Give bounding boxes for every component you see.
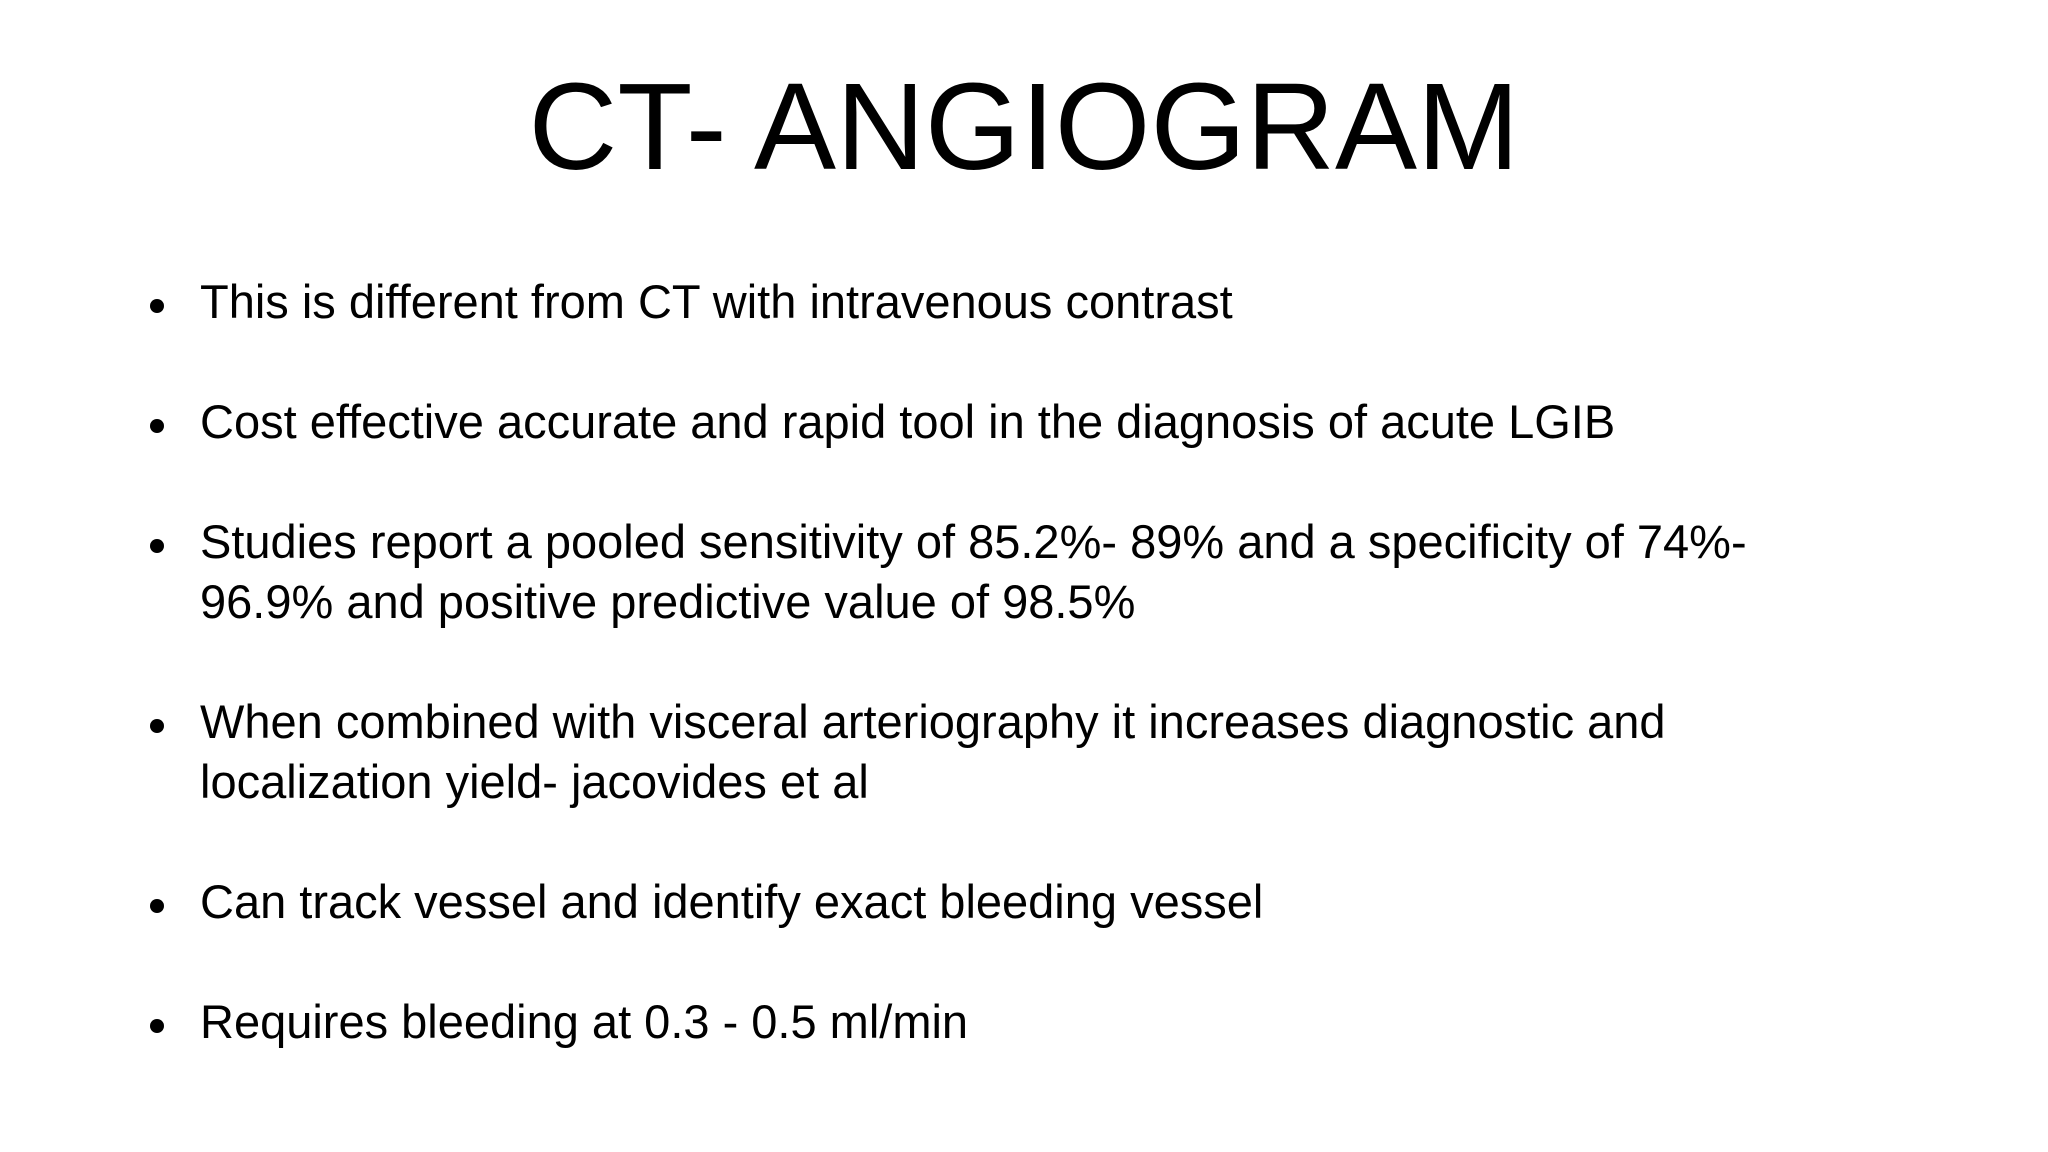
bullet-text: Cost effective accurate and rapid tool in the diagnosis of acute LGIB — [200, 395, 1616, 448]
bullet-text: When combined with visceral arteriography it increases diagnostic and localization yield- jacovides et al — [200, 695, 1666, 808]
bullet-dot-icon — [150, 719, 164, 733]
bullet-text: This is different from CT with intravenous contrast — [200, 275, 1233, 328]
bullet-item — [150, 872, 1870, 932]
bullet-list — [150, 272, 1870, 1112]
bullet-dot-icon — [150, 1019, 164, 1033]
bullet-text: Can track vessel and identify exact bleeding vessel — [200, 875, 1264, 928]
bullet-dot-icon — [150, 899, 164, 913]
bullet-text: Studies report a pooled sensitivity of 85.2%- 89% and a specificity of 74%- 96.9% and positive predictive value of 98.5% — [200, 515, 1747, 628]
bullet-text: Requires bleeding at 0.3 - 0.5 ml/min — [200, 995, 969, 1048]
bullet-item — [150, 512, 1870, 632]
bullet-item — [150, 692, 1870, 812]
slide-title: CT- ANGIOGRAM — [528, 59, 1520, 196]
bullet-item — [150, 272, 1870, 332]
bullet-dot-icon — [150, 539, 164, 553]
bullet-dot-icon — [150, 299, 164, 313]
bullet-item — [150, 392, 1870, 452]
bullet-dot-icon — [150, 419, 164, 433]
bullet-item — [150, 992, 1870, 1052]
